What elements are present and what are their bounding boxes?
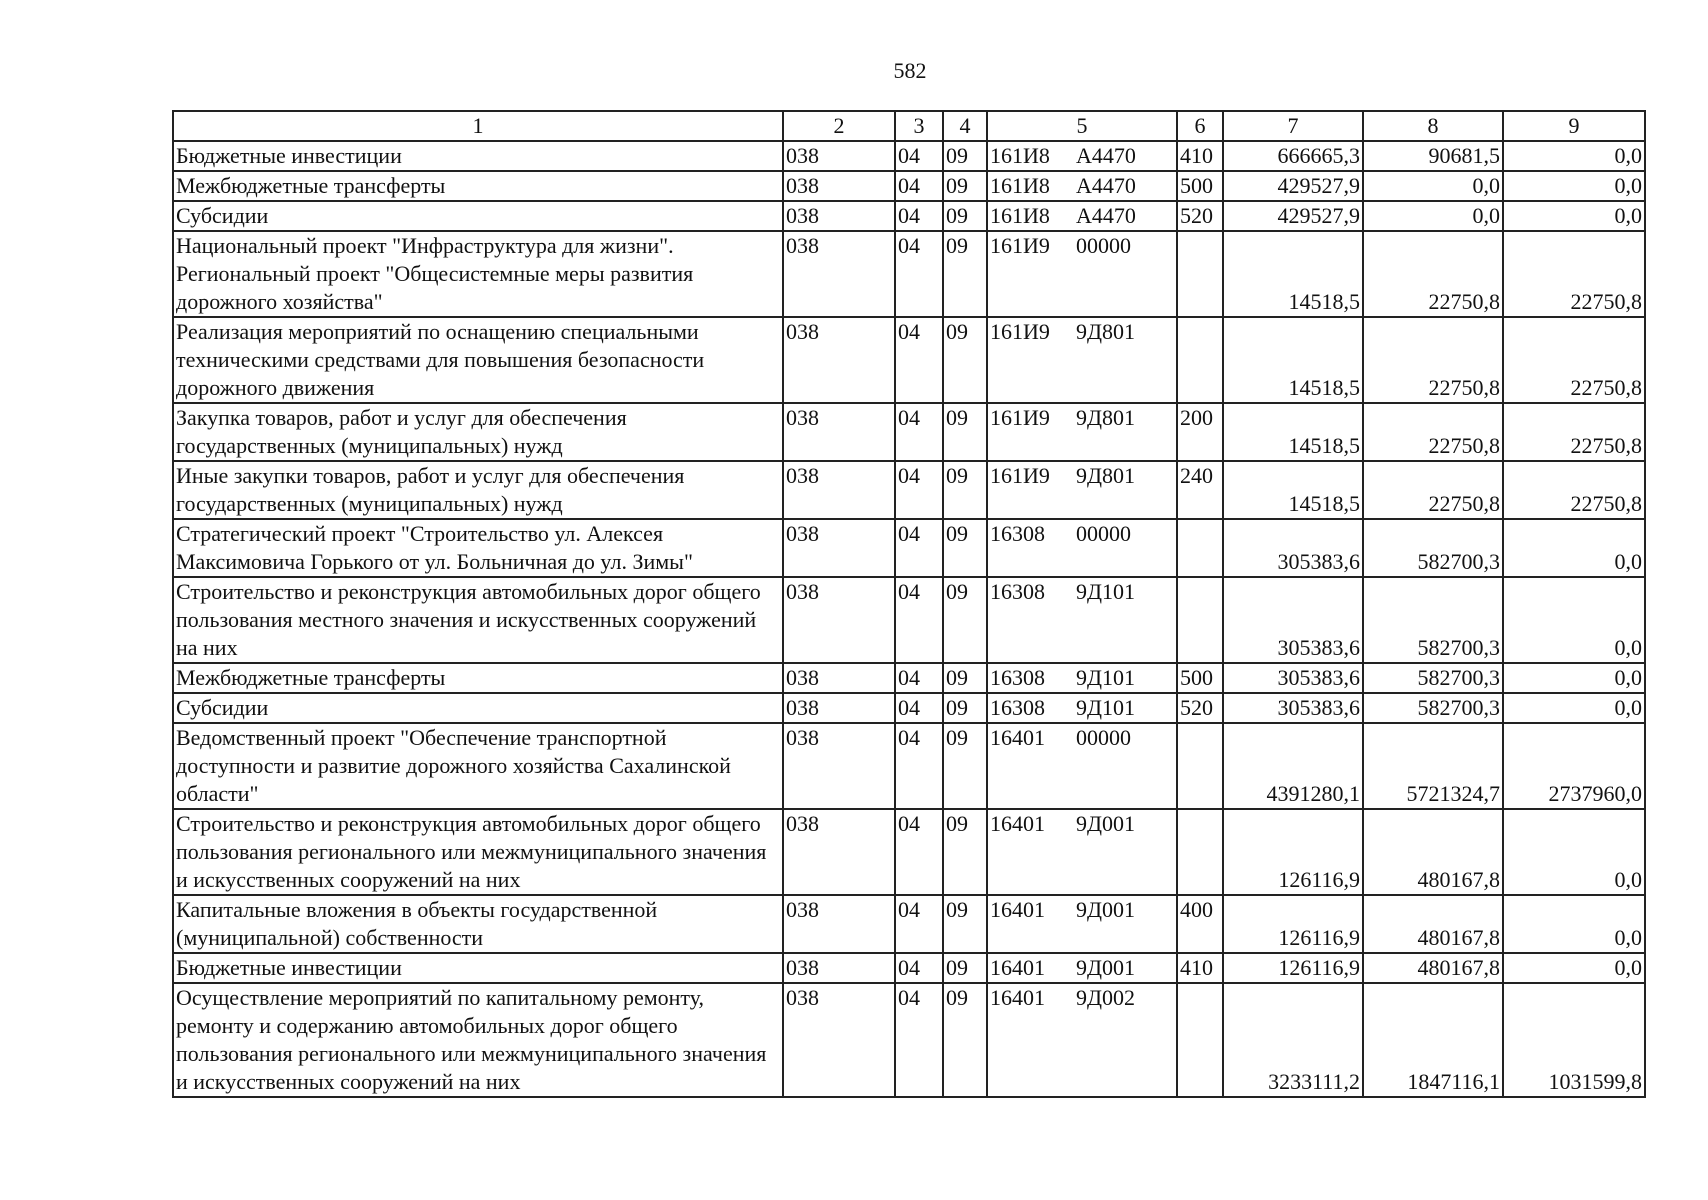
code-target-program: 161И8 xyxy=(990,173,1050,198)
code-subsection: 09 xyxy=(943,141,987,171)
amount-col9: 22750,8 xyxy=(1503,461,1645,519)
code-subsection: 09 xyxy=(943,519,987,577)
row-name: Осуществление мероприятий по капитальному ремонту, ремонту и содержанию автомобильных дорог общего пользования регионального или межмуниципального значения и искусственных сооружений на них xyxy=(173,983,783,1097)
code-target xyxy=(987,171,1177,201)
header-cell: 5 xyxy=(987,111,1177,141)
code-admin: 038 xyxy=(783,895,895,953)
amount-col7: 14518,5 xyxy=(1223,231,1363,317)
row-name: Ведомственный проект "Обеспечение транспортной доступности и развитие дорожного хозяйства Сахалинской области" xyxy=(173,723,783,809)
code-target xyxy=(987,693,1177,723)
header-cell: 2 xyxy=(783,111,895,141)
amount-col8: 0,0 xyxy=(1363,201,1503,231)
amount-col9: 0,0 xyxy=(1503,895,1645,953)
code-target-direction: 9Д801 xyxy=(1076,463,1136,488)
code-subsection: 09 xyxy=(943,231,987,317)
amount-col9: 0,0 xyxy=(1503,201,1645,231)
code-subsection: 09 xyxy=(943,317,987,403)
code-expense-type: 400 xyxy=(1177,895,1223,953)
amount-col9: 22750,8 xyxy=(1503,231,1645,317)
amount-col7: 305383,6 xyxy=(1223,577,1363,663)
table-row xyxy=(173,723,1645,809)
row-name: Закупка товаров, работ и услуг для обеспечения государственных (муниципальных) нужд xyxy=(173,403,783,461)
code-section: 04 xyxy=(895,403,943,461)
table-row xyxy=(173,983,1645,1097)
code-section: 04 xyxy=(895,171,943,201)
code-subsection: 09 xyxy=(943,809,987,895)
code-expense-type xyxy=(1177,317,1223,403)
code-target-direction: А4470 xyxy=(1076,173,1136,198)
code-expense-type xyxy=(1177,983,1223,1097)
code-subsection: 09 xyxy=(943,461,987,519)
code-target-program: 161И9 xyxy=(990,463,1050,488)
amount-col8: 480167,8 xyxy=(1363,809,1503,895)
amount-col8: 582700,3 xyxy=(1363,577,1503,663)
amount-col8: 90681,5 xyxy=(1363,141,1503,171)
code-subsection: 09 xyxy=(943,171,987,201)
code-subsection: 09 xyxy=(943,403,987,461)
amount-col8: 582700,3 xyxy=(1363,693,1503,723)
amount-col9: 0,0 xyxy=(1503,141,1645,171)
code-target xyxy=(987,231,1177,317)
code-target xyxy=(987,663,1177,693)
amount-col9: 22750,8 xyxy=(1503,403,1645,461)
code-target xyxy=(987,895,1177,953)
amount-col8: 480167,8 xyxy=(1363,953,1503,983)
table-row xyxy=(173,519,1645,577)
code-target xyxy=(987,809,1177,895)
amount-col8: 0,0 xyxy=(1363,171,1503,201)
amount-col9: 0,0 xyxy=(1503,171,1645,201)
table-row xyxy=(173,171,1645,201)
code-target-direction: 00000 xyxy=(1076,233,1131,258)
code-expense-type xyxy=(1177,723,1223,809)
code-target xyxy=(987,461,1177,519)
code-target-direction: 9Д002 xyxy=(1076,985,1136,1010)
code-target-program: 16308 xyxy=(990,579,1045,604)
code-target xyxy=(987,519,1177,577)
table-row xyxy=(173,577,1645,663)
code-section: 04 xyxy=(895,953,943,983)
amount-col7: 429527,9 xyxy=(1223,201,1363,231)
code-target-direction: А4470 xyxy=(1076,203,1136,228)
code-section: 04 xyxy=(895,983,943,1097)
table-row xyxy=(173,403,1645,461)
code-section: 04 xyxy=(895,231,943,317)
row-name: Бюджетные инвестиции xyxy=(173,141,783,171)
code-section: 04 xyxy=(895,809,943,895)
code-subsection: 09 xyxy=(943,663,987,693)
code-admin: 038 xyxy=(783,171,895,201)
amount-col8: 5721324,7 xyxy=(1363,723,1503,809)
code-target xyxy=(987,577,1177,663)
code-expense-type xyxy=(1177,519,1223,577)
code-subsection: 09 xyxy=(943,895,987,953)
amount-col7: 126116,9 xyxy=(1223,953,1363,983)
code-section: 04 xyxy=(895,201,943,231)
page-number: 582 xyxy=(893,58,927,83)
code-target-program: 16401 xyxy=(990,985,1045,1010)
header-row xyxy=(173,111,1645,141)
amount-col7: 4391280,1 xyxy=(1223,723,1363,809)
code-subsection: 09 xyxy=(943,953,987,983)
code-target-direction: 9Д001 xyxy=(1076,811,1136,836)
table-row xyxy=(173,693,1645,723)
code-subsection: 09 xyxy=(943,693,987,723)
code-target-program: 16401 xyxy=(990,897,1045,922)
code-target-direction: 9Д101 xyxy=(1076,579,1136,604)
code-target-program: 16401 xyxy=(990,955,1045,980)
row-name: Капитальные вложения в объекты государственной (муниципальной) собственности xyxy=(173,895,783,953)
code-admin: 038 xyxy=(783,809,895,895)
table-row xyxy=(173,317,1645,403)
amount-col8: 22750,8 xyxy=(1363,231,1503,317)
row-name: Строительство и реконструкция автомобильных дорог общего пользования местного значения и искусственных сооружений на них xyxy=(173,577,783,663)
amount-col9: 0,0 xyxy=(1503,693,1645,723)
code-target-direction: 9Д101 xyxy=(1076,695,1136,720)
code-target-program: 16308 xyxy=(990,695,1045,720)
code-admin: 038 xyxy=(783,577,895,663)
amount-col9: 0,0 xyxy=(1503,953,1645,983)
code-section: 04 xyxy=(895,577,943,663)
amount-col8: 582700,3 xyxy=(1363,519,1503,577)
amount-col7: 14518,5 xyxy=(1223,403,1363,461)
code-target-direction: 00000 xyxy=(1076,725,1131,750)
amount-col9: 0,0 xyxy=(1503,577,1645,663)
header-cell: 1 xyxy=(173,111,783,141)
amount-col9: 0,0 xyxy=(1503,809,1645,895)
table-row xyxy=(173,663,1645,693)
code-admin: 038 xyxy=(783,983,895,1097)
amount-col7: 305383,6 xyxy=(1223,663,1363,693)
amount-col7: 14518,5 xyxy=(1223,461,1363,519)
code-target-program: 161И9 xyxy=(990,405,1050,430)
row-name: Национальный проект "Инфраструктура для жизни". Региональный проект "Общесистемные меры развития дорожного хозяйства" xyxy=(173,231,783,317)
code-expense-type: 240 xyxy=(1177,461,1223,519)
code-admin: 038 xyxy=(783,663,895,693)
code-admin: 038 xyxy=(783,317,895,403)
row-name: Межбюджетные трансферты xyxy=(173,171,783,201)
code-admin: 038 xyxy=(783,201,895,231)
code-admin: 038 xyxy=(783,403,895,461)
code-section: 04 xyxy=(895,895,943,953)
code-target xyxy=(987,403,1177,461)
budget-table xyxy=(172,110,1646,1098)
table-row xyxy=(173,953,1645,983)
code-section: 04 xyxy=(895,519,943,577)
code-expense-type: 500 xyxy=(1177,171,1223,201)
code-target-program: 16308 xyxy=(990,521,1045,546)
row-name: Субсидии xyxy=(173,693,783,723)
amount-col8: 1847116,1 xyxy=(1363,983,1503,1097)
code-expense-type: 520 xyxy=(1177,201,1223,231)
header-cell: 8 xyxy=(1363,111,1503,141)
amount-col7: 3233111,2 xyxy=(1223,983,1363,1097)
code-target-direction: 9Д801 xyxy=(1076,319,1136,344)
code-expense-type: 410 xyxy=(1177,953,1223,983)
amount-col8: 22750,8 xyxy=(1363,461,1503,519)
amount-col7: 305383,6 xyxy=(1223,519,1363,577)
row-name: Субсидии xyxy=(173,201,783,231)
code-target xyxy=(987,723,1177,809)
header-cell: 7 xyxy=(1223,111,1363,141)
code-expense-type: 500 xyxy=(1177,663,1223,693)
header-cell: 6 xyxy=(1177,111,1223,141)
code-subsection: 09 xyxy=(943,723,987,809)
row-name: Стратегический проект "Строительство ул. Алексея Максимовича Горького от ул. Больничная до ул. Зимы" xyxy=(173,519,783,577)
code-section: 04 xyxy=(895,141,943,171)
header-cell: 3 xyxy=(895,111,943,141)
header-cell: 9 xyxy=(1503,111,1645,141)
code-target xyxy=(987,983,1177,1097)
code-target-program: 161И8 xyxy=(990,143,1050,168)
row-name: Иные закупки товаров, работ и услуг для обеспечения государственных (муниципальных) нужд xyxy=(173,461,783,519)
code-target-program: 161И9 xyxy=(990,233,1050,258)
code-expense-type xyxy=(1177,577,1223,663)
amount-col8: 480167,8 xyxy=(1363,895,1503,953)
code-admin: 038 xyxy=(783,723,895,809)
code-section: 04 xyxy=(895,723,943,809)
code-admin: 038 xyxy=(783,141,895,171)
amount-col9: 0,0 xyxy=(1503,519,1645,577)
code-admin: 038 xyxy=(783,231,895,317)
header-cell: 4 xyxy=(943,111,987,141)
code-subsection: 09 xyxy=(943,983,987,1097)
code-target xyxy=(987,953,1177,983)
code-target xyxy=(987,317,1177,403)
code-admin: 038 xyxy=(783,953,895,983)
amount-col8: 582700,3 xyxy=(1363,663,1503,693)
row-name: Строительство и реконструкция автомобильных дорог общего пользования регионального или межмуниципального значения и искусственных сооружений на них xyxy=(173,809,783,895)
amount-col8: 22750,8 xyxy=(1363,403,1503,461)
amount-col7: 305383,6 xyxy=(1223,693,1363,723)
code-target-direction: 9Д101 xyxy=(1076,665,1136,690)
code-target-direction: 9Д801 xyxy=(1076,405,1136,430)
code-expense-type xyxy=(1177,231,1223,317)
amount-col9: 2737960,0 xyxy=(1503,723,1645,809)
table-row xyxy=(173,809,1645,895)
code-expense-type: 410 xyxy=(1177,141,1223,171)
row-name: Реализация мероприятий по оснащению специальными техническими средствами для повышения безопасности дорожного движения xyxy=(173,317,783,403)
code-expense-type: 200 xyxy=(1177,403,1223,461)
row-name: Межбюджетные трансферты xyxy=(173,663,783,693)
code-section: 04 xyxy=(895,461,943,519)
table-row xyxy=(173,461,1645,519)
table-row xyxy=(173,141,1645,171)
code-target-direction: А4470 xyxy=(1076,143,1136,168)
code-target-program: 16308 xyxy=(990,665,1045,690)
code-target-direction: 00000 xyxy=(1076,521,1131,546)
code-subsection: 09 xyxy=(943,201,987,231)
amount-col7: 666665,3 xyxy=(1223,141,1363,171)
code-subsection: 09 xyxy=(943,577,987,663)
amount-col7: 14518,5 xyxy=(1223,317,1363,403)
code-target xyxy=(987,201,1177,231)
code-target-program: 161И8 xyxy=(990,203,1050,228)
code-admin: 038 xyxy=(783,693,895,723)
amount-col7: 429527,9 xyxy=(1223,171,1363,201)
code-target-direction: 9Д001 xyxy=(1076,955,1136,980)
code-section: 04 xyxy=(895,663,943,693)
code-target-direction: 9Д001 xyxy=(1076,897,1136,922)
amount-col7: 126116,9 xyxy=(1223,895,1363,953)
row-name: Бюджетные инвестиции xyxy=(173,953,783,983)
table-row xyxy=(173,231,1645,317)
code-expense-type: 520 xyxy=(1177,693,1223,723)
amount-col7: 126116,9 xyxy=(1223,809,1363,895)
code-target-program: 16401 xyxy=(990,811,1045,836)
code-admin: 038 xyxy=(783,461,895,519)
code-expense-type xyxy=(1177,809,1223,895)
code-section: 04 xyxy=(895,693,943,723)
table-row xyxy=(173,895,1645,953)
amount-col9: 22750,8 xyxy=(1503,317,1645,403)
code-target-program: 16401 xyxy=(990,725,1045,750)
code-target-program: 161И9 xyxy=(990,319,1050,344)
code-admin: 038 xyxy=(783,519,895,577)
amount-col8: 22750,8 xyxy=(1363,317,1503,403)
code-section: 04 xyxy=(895,317,943,403)
amount-col9: 1031599,8 xyxy=(1503,983,1645,1097)
code-target xyxy=(987,141,1177,171)
amount-col9: 0,0 xyxy=(1503,663,1645,693)
table-row xyxy=(173,201,1645,231)
